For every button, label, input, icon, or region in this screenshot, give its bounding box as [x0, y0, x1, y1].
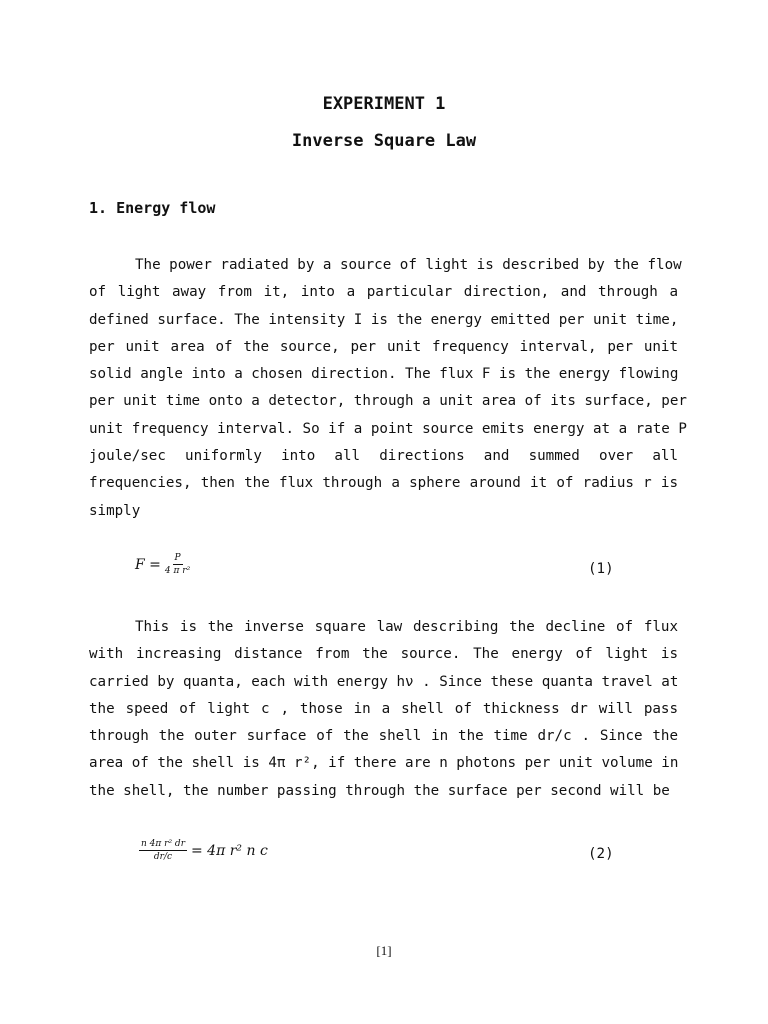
- paragraph-line: This is the inverse square law describing the decline of flux: [135, 619, 678, 635]
- equation-fraction: [139, 839, 187, 862]
- equation-number: (2): [588, 846, 614, 862]
- paragraph-inverse-square: [89, 614, 678, 805]
- paragraph-line: solid angle into a chosen direction. The flux F is the energy flowing: [89, 366, 679, 383]
- paragraph-line: area of the shell is 4π r², if there are n photons per unit volume in: [89, 755, 679, 772]
- paragraph-energy-flow: [89, 252, 687, 525]
- experiment-title: EXPERIMENT 1: [322, 94, 446, 114]
- paragraph-line: with increasing distance from the source. The energy of light is: [89, 646, 678, 663]
- fraction-numerator: P: [174, 553, 181, 563]
- paragraph-line: of light away from it, into a particular direction, and through a: [89, 284, 678, 301]
- paragraph-line: joule/sec uniformly into all directions and summed over all: [89, 448, 678, 465]
- paragraph-line: frequencies, then the flux through a sphere around it of radius r is: [89, 475, 678, 492]
- paragraph-line: defined surface. The intensity I is the energy emitted per unit time,: [89, 311, 679, 328]
- equation-fraction: [165, 553, 190, 576]
- section-heading: 1. Energy flow: [89, 199, 216, 217]
- equation-number: (1): [588, 561, 614, 577]
- paragraph-line: carried by quanta, each with energy hν . Since these quanta travel at: [89, 673, 679, 690]
- equation-lhs: F =: [135, 556, 161, 573]
- paragraph-line: unit frequency interval. So if a point source emits energy at a rate P: [89, 420, 687, 437]
- paragraph-line: per unit time onto a detector, through a unit area of its surface, per: [89, 393, 687, 410]
- equation-rhs: = 4π r² n c: [191, 842, 268, 859]
- paragraph-line: the speed of light c , those in a shell of thickness dr will pass: [89, 700, 678, 717]
- paragraph-line: the shell, the number passing through the surface per second will be: [89, 782, 670, 799]
- page-number: [1]: [376, 943, 392, 958]
- paragraph-line: simply: [89, 502, 141, 519]
- paragraph-line: The power radiated by a source of light is described by the flow: [135, 257, 682, 273]
- equation-photon-rate: [135, 839, 268, 862]
- experiment-subtitle: Inverse Square Law: [291, 131, 477, 151]
- equation-flux: [135, 553, 194, 576]
- fraction-denominator: dr/c: [153, 852, 173, 862]
- fraction-numerator: n 4π r² dr: [141, 839, 185, 849]
- fraction-denominator: 4 π r²: [164, 566, 191, 576]
- paragraph-line: through the outer surface of the shell in the time dr/c . Since the: [89, 728, 678, 745]
- paragraph-line: per unit area of the source, per unit frequency interval, per unit: [89, 338, 678, 355]
